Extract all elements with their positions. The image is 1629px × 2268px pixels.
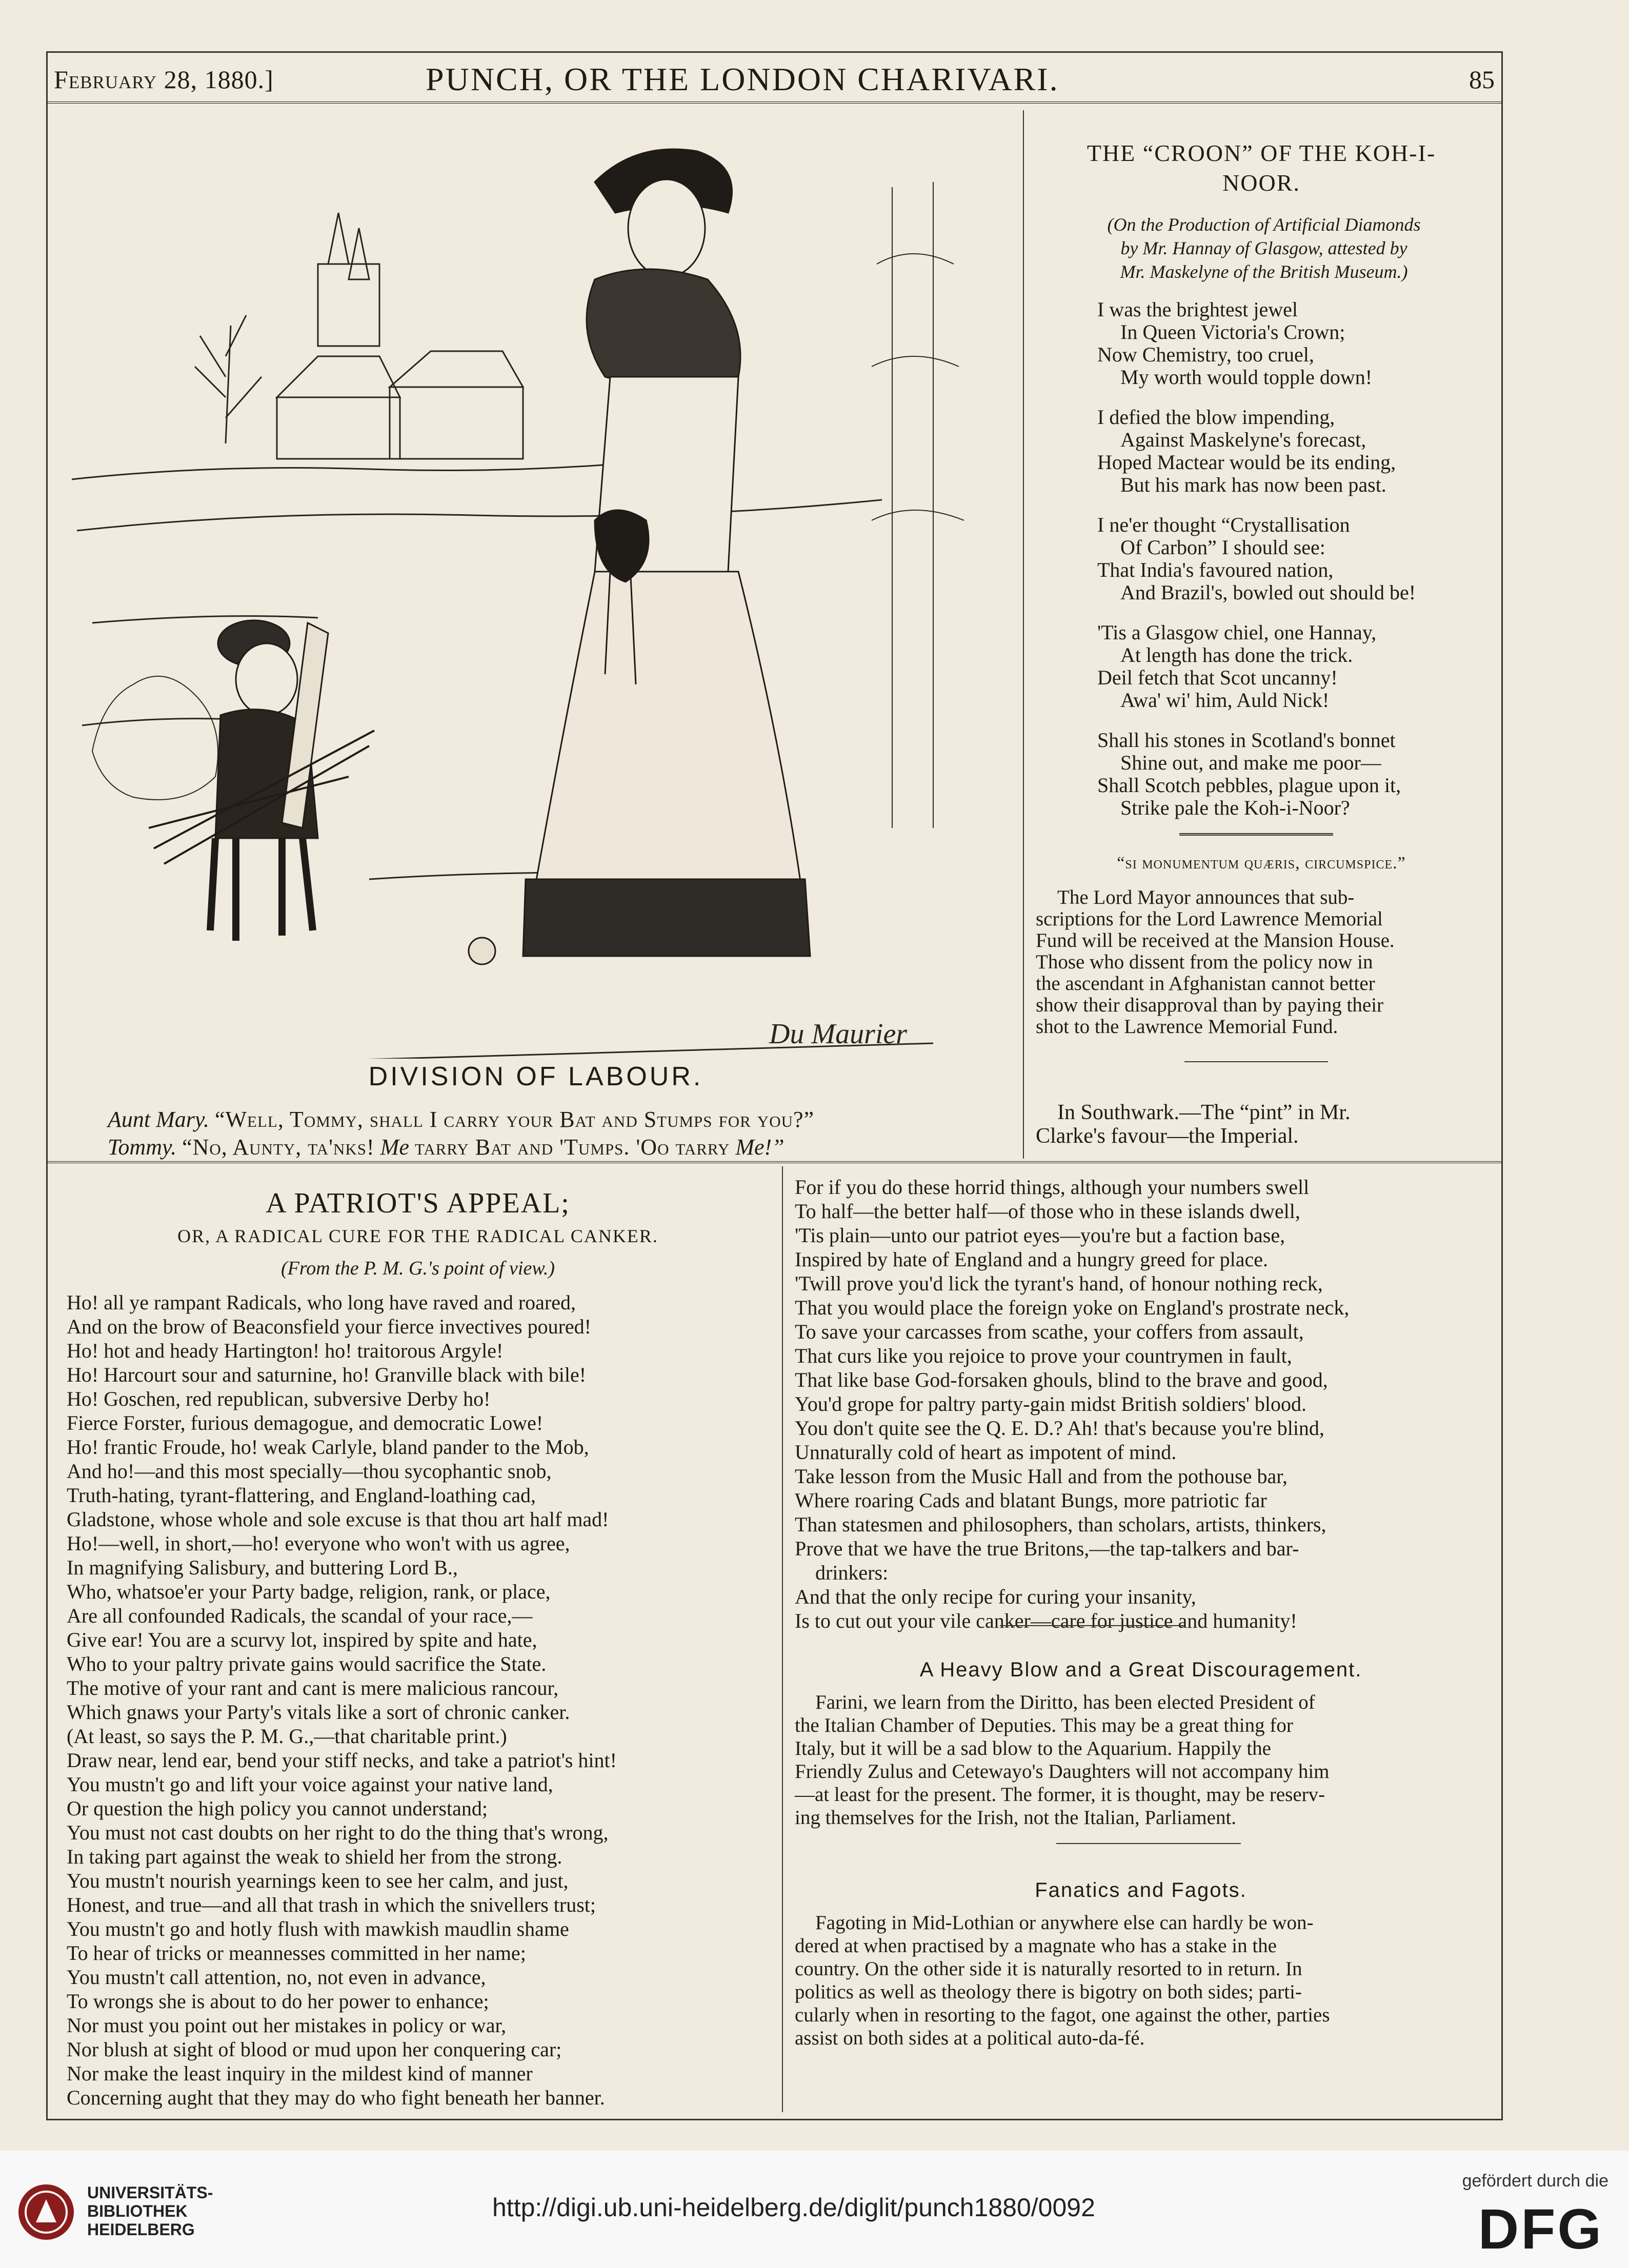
croon-verse-line: And Brazil's, bowled out should be! bbox=[1120, 581, 1416, 604]
croon-subtitle bbox=[1043, 213, 1484, 284]
caption-text-tommy-a: “No, Aunty, ta'nks! bbox=[182, 1135, 375, 1160]
text-line: You must not cast doubts on her right to do the thing that's wrong, bbox=[67, 1821, 609, 1844]
text-line: drinkers: bbox=[815, 1561, 889, 1584]
text-line: Are all confounded Radicals, the scandal of your race,— bbox=[67, 1604, 533, 1627]
croon-verse-line: Hoped Mactear would be its ending, bbox=[1097, 451, 1396, 474]
monumentum-line: Those who dissent from the policy now in bbox=[1036, 951, 1373, 973]
text-line: Ho! all ye rampant Radicals, who long have raved and roared, bbox=[67, 1291, 576, 1314]
croon-subtitle-line-2: by Mr. Hannay of Glasgow, attested by bbox=[1120, 238, 1407, 258]
section-divider bbox=[1056, 1843, 1241, 1844]
southwark-line-1: In Southwark.—The “pint” in Mr. bbox=[1057, 1101, 1351, 1124]
text-line: To hear of tricks or meannesses committed in her name; bbox=[67, 1941, 526, 1965]
text-line: Is to cut out your vile canker—care for justice and humanity! bbox=[795, 1609, 1297, 1632]
text-line: In magnifying Salisbury, and buttering Lord B., bbox=[67, 1556, 458, 1579]
patriot-subtitle: OR, A RADICAL CURE FOR THE RADICAL CANKER. bbox=[177, 1226, 658, 1246]
text-line: Or question the high policy you cannot understand; bbox=[67, 1797, 488, 1820]
text-line: Ho! hot and heady Hartington! ho! traitorous Argyle! bbox=[67, 1339, 504, 1362]
text-line: Ho!—well, in short,—ho! everyone who won't with us agree, bbox=[67, 1532, 570, 1555]
caption-text-tommy-b: tarry Bat and 'Tumps. 'Oo tarry bbox=[414, 1135, 730, 1160]
header-rule bbox=[46, 102, 1502, 104]
text-line: assist on both sides at a political auto-da-fé. bbox=[795, 2027, 1145, 2049]
text-line: Fagoting in Mid-Lothian or anywhere else can hardly be won- bbox=[815, 1912, 1314, 1934]
source-url-link[interactable]: http://digi.ub.uni-heidelberg.de/diglit/punch1880/0092 bbox=[492, 2193, 1095, 2222]
text-line: Draw near, lend ear, bend your stiff necks, and take a patriot's hint! bbox=[67, 1749, 617, 1772]
croon-verse-line: Against Maskelyne's forecast, bbox=[1120, 428, 1366, 451]
page-header bbox=[46, 60, 1502, 96]
text-line: Concerning aught that they may do who fight beneath her banner. bbox=[67, 2086, 605, 2109]
croon-verse-line: My worth would topple down! bbox=[1120, 366, 1373, 389]
text-line: You mustn't go and hotly flush with mawkish maudlin shame bbox=[67, 1917, 569, 1940]
croon-verse-line: That India's favoured nation, bbox=[1097, 558, 1334, 581]
text-line: The motive of your rant and cant is mere malicious rancour, bbox=[67, 1676, 559, 1699]
text-line: Who, whatsoe'er your Party badge, religion, rank, or place, bbox=[67, 1580, 551, 1603]
caption-speaker-tommy: Tommy. bbox=[108, 1135, 177, 1160]
croon-title-line-2: NOOR. bbox=[1222, 170, 1300, 196]
caption-line-2 bbox=[108, 1134, 785, 1160]
text-line: Nor must you point out her mistakes in policy or war, bbox=[67, 2014, 507, 2037]
text-line: Nor make the least inquiry in the mildest kind of manner bbox=[67, 2062, 533, 2085]
column-rule-bottom bbox=[782, 1166, 783, 2112]
text-line: Take lesson from the Music Hall and from the pothouse bar, bbox=[795, 1465, 1288, 1488]
text-line: That curs like you rejoice to prove your countrymen in fault, bbox=[795, 1344, 1292, 1367]
heavy-blow-title: A Heavy Blow and a Great Discouragement. bbox=[919, 1658, 1362, 1681]
text-line: Italy, but it will be a sad blow to the Aquarium. Happily the bbox=[795, 1737, 1271, 1759]
caption-speaker-aunt: Aunt Mary. bbox=[108, 1107, 209, 1132]
page-number: 85 bbox=[1469, 65, 1495, 94]
text-line: You mustn't go and lift your voice against your native land, bbox=[67, 1773, 553, 1796]
text-line: You'd grope for paltry party-gain midst British soldiers' blood. bbox=[795, 1392, 1307, 1415]
masthead-title: PUNCH, OR THE LONDON CHARIVARI. bbox=[426, 61, 1059, 97]
fanatics-title: Fanatics and Fagots. bbox=[1035, 1879, 1247, 1901]
text-line: Which gnaws your Party's vitals like a sort of chronic canker. bbox=[67, 1700, 570, 1724]
text-line: For if you do these horrid things, although your numbers swell bbox=[795, 1176, 1310, 1199]
monumentum-line: show their disapproval than by paying their bbox=[1036, 994, 1384, 1016]
text-line: Prove that we have the true Britons,—the tap-talkers and bar- bbox=[795, 1537, 1299, 1560]
text-line: And that the only recipe for curing your insanity, bbox=[795, 1585, 1196, 1608]
library-name bbox=[87, 2183, 213, 2239]
text-line: Who to your paltry private gains would sacrifice the State. bbox=[67, 1652, 547, 1675]
issue-date: February 28, 1880.] bbox=[54, 65, 274, 94]
text-line: In taking part against the weak to shield her from the strong. bbox=[67, 1845, 562, 1868]
southwark-line-2: Clarke's favour—the Imperial. bbox=[1036, 1124, 1299, 1148]
croon-verse-line: I was the brightest jewel bbox=[1097, 298, 1298, 321]
mid-page-rule bbox=[46, 1161, 1502, 1163]
text-line: To half—the better half—of those who in these islands dwell, bbox=[795, 1200, 1300, 1223]
text-line: You mustn't call attention, no, not even in advance, bbox=[67, 1966, 486, 1989]
artist-signature: Du Maurier bbox=[769, 1018, 908, 1050]
text-line: country. On the other side it is naturally resorted to in return. In bbox=[795, 1958, 1302, 1980]
croon-verse-line: Strike pale the Koh-i-Noor? bbox=[1120, 796, 1350, 819]
text-line: ing themselves for the Irish, not the Italian, Parliament. bbox=[795, 1807, 1237, 1829]
text-line: Friendly Zulus and Cetewayo's Daughters will not accompany him bbox=[795, 1760, 1330, 1783]
croon-subtitle-line-1: (On the Production of Artificial Diamonds bbox=[1107, 214, 1421, 235]
text-line: And ho!—and this most specially—thou sycophantic snob, bbox=[67, 1460, 552, 1483]
text-line: dered at when practised by a magnate who has a stake in the bbox=[795, 1935, 1277, 1957]
monumentum-line: the ascendant in Afghanistan cannot better bbox=[1036, 973, 1375, 995]
croon-verse-line: In Queen Victoria's Crown; bbox=[1120, 320, 1345, 343]
text-line: Unnaturally cold of heart as impotent of mind. bbox=[795, 1441, 1177, 1464]
column-rule-top bbox=[1023, 110, 1024, 1159]
croon-verse-line: 'Tis a Glasgow chiel, one Hannay, bbox=[1097, 621, 1377, 644]
cartoon-illustration bbox=[62, 110, 1010, 1059]
text-line: politics as well as theology there is bigotry on both sides; parti- bbox=[795, 1981, 1302, 2003]
text-line: That you would place the foreign yoke on England's prostrate neck, bbox=[795, 1296, 1350, 1319]
text-line: Ho! Harcourt sour and saturnine, ho! Granville black with bile! bbox=[67, 1363, 587, 1386]
section-divider bbox=[1000, 1625, 1184, 1626]
croon-verse-line: Awa' wi' him, Auld Nick! bbox=[1120, 688, 1330, 712]
monumentum-line: shot to the Lawrence Memorial Fund. bbox=[1036, 1016, 1338, 1038]
text-line: To save your carcasses from scathe, your coffers from assault, bbox=[795, 1320, 1304, 1343]
croon-subtitle-line-3: Mr. Maskelyne of the British Museum.) bbox=[1120, 261, 1408, 282]
library-name-line: BIBLIOTHEK bbox=[87, 2202, 188, 2220]
text-line: Nor blush at sight of blood or mud upon her conquering car; bbox=[67, 2038, 562, 2061]
dfg-logo: DFG bbox=[1478, 2198, 1603, 2261]
text-line: Gladstone, whose whole and sole excuse is that thou art half mad! bbox=[67, 1508, 609, 1531]
funding-note: gefördert durch die bbox=[1462, 2171, 1608, 2191]
text-line: Honest, and true—and all that trash in which the snivellers trust; bbox=[67, 1893, 596, 1916]
text-line: And on the brow of Beaconsfield your fierce invectives poured! bbox=[67, 1315, 591, 1338]
text-line: (At least, so says the P. M. G.,—that charitable print.) bbox=[67, 1725, 507, 1748]
croon-verse-line: At length has done the trick. bbox=[1120, 643, 1353, 666]
library-footer bbox=[0, 2151, 1629, 2268]
text-line: Ho! Goschen, red republican, subversive Derby ho! bbox=[67, 1387, 491, 1410]
text-line: 'Twill prove you'd lick the tyrant's hand, of honour nothing reck, bbox=[795, 1272, 1323, 1295]
caption-text-tommy-me: Me bbox=[380, 1135, 409, 1160]
university-seal-icon bbox=[15, 2181, 77, 2243]
text-line: To wrongs she is about to do her power to enhance; bbox=[67, 1990, 489, 2013]
croon-verse-line: I ne'er thought “Crystallisation bbox=[1097, 513, 1350, 536]
monumentum-line: Fund will be received at the Mansion House. bbox=[1036, 929, 1395, 951]
text-line: Truth-hating, tyrant-flattering, and England-loathing cad, bbox=[67, 1484, 536, 1507]
text-line: the Italian Chamber of Deputies. This may be a great thing for bbox=[795, 1714, 1293, 1736]
croon-verse-line: Shall Scotch pebbles, plague upon it, bbox=[1097, 774, 1401, 797]
cartoon-title: DIVISION OF LABOUR. bbox=[368, 1062, 703, 1091]
monumentum-line: The Lord Mayor announces that sub- bbox=[1057, 886, 1355, 908]
section-divider bbox=[1179, 833, 1333, 836]
croon-title-line-1: THE “CROON” OF THE KOH-I- bbox=[1087, 140, 1436, 166]
text-line: cularly when in resorting to the fagot, one against the other, parties bbox=[795, 2004, 1330, 2026]
text-line: Give ear! You are a scurvy lot, inspired by spite and hate, bbox=[67, 1628, 537, 1651]
croon-verse-line: Now Chemistry, too cruel, bbox=[1097, 343, 1314, 366]
text-line: Inspired by hate of England and a hungry greed for place. bbox=[795, 1248, 1268, 1271]
text-line: —at least for the present. The former, it is thought, may be reserv- bbox=[795, 1784, 1325, 1806]
patriot-title: A PATRIOT'S APPEAL; bbox=[266, 1187, 570, 1219]
patriot-attribution: (From the P. M. G.'s point of view.) bbox=[280, 1258, 555, 1279]
text-line: Fierce Forster, furious demagogue, and democratic Lowe! bbox=[67, 1411, 544, 1434]
croon-verse-line: Shall his stones in Scotland's bonnet bbox=[1097, 728, 1396, 752]
text-line: 'Tis plain—unto our patriot eyes—you're but a faction base, bbox=[795, 1224, 1285, 1247]
croon-verse-line: Of Carbon” I should see: bbox=[1120, 536, 1325, 559]
text-line: You don't quite see the Q. E. D.? Ah! that's because you're blind, bbox=[795, 1416, 1324, 1440]
text-line: Than statesmen and philosophers, than scholars, artists, thinkers, bbox=[795, 1513, 1326, 1536]
section-divider bbox=[1184, 1061, 1328, 1062]
text-line: Ho! frantic Froude, ho! weak Carlyle, bland pander to the Mob, bbox=[67, 1435, 589, 1459]
text-line: Where roaring Cads and blatant Bungs, more patriotic far bbox=[795, 1489, 1267, 1512]
croon-verse-line: I defied the blow impending, bbox=[1097, 406, 1335, 429]
library-name-line: HEIDELBERG bbox=[87, 2220, 195, 2239]
caption-line-1 bbox=[108, 1106, 814, 1132]
croon-verse-line: Deil fetch that Scot uncanny! bbox=[1097, 666, 1338, 689]
croon-verse-line: But his mark has now been past. bbox=[1120, 473, 1386, 496]
croon-title bbox=[1036, 138, 1487, 198]
monumentum-line: scriptions for the Lord Lawrence Memorial bbox=[1036, 908, 1383, 930]
text-line: You mustn't nourish yearnings keen to see her calm, and just, bbox=[67, 1869, 569, 1892]
monumentum-title: “si monumentum quæris, circumspice.” bbox=[1117, 854, 1406, 873]
caption-text-tommy-me2: Me!” bbox=[735, 1135, 785, 1160]
caption-text-aunt: “Well, Tommy, shall I carry your Bat and Stumps for you?” bbox=[214, 1107, 815, 1132]
croon-verse-line: Shine out, and make me poor— bbox=[1120, 751, 1381, 774]
text-line: Farini, we learn from the Diritto, has been elected President of bbox=[815, 1691, 1315, 1713]
text-line: That like base God-forsaken ghouls, blind to the brave and good, bbox=[795, 1368, 1328, 1391]
library-name-line: UNIVERSITÄTS- bbox=[87, 2183, 213, 2202]
